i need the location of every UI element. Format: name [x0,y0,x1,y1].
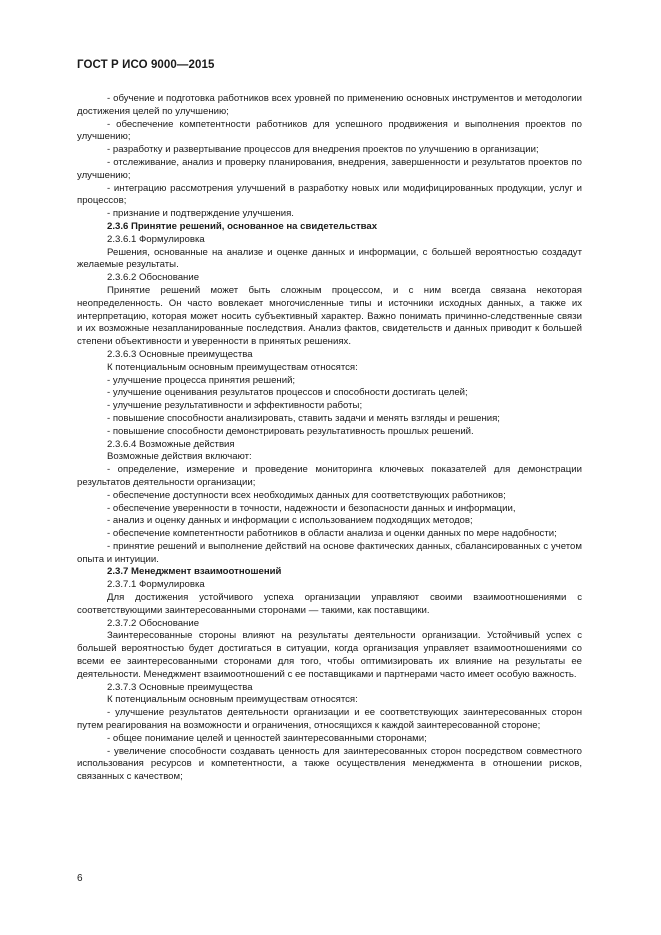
paragraph: 2.3.6.4 Возможные действия [107,438,235,450]
paragraph: 2.3.6.3 Основные преимущества [107,348,253,360]
paragraph: - обеспечение компетентности работников для успешного продвижения и выполнения проектов по улучшению; [77,118,582,143]
paragraph: - улучшение оценивания результатов процессов и способности достигать целей; [107,387,468,399]
paragraph: - повышение способности анализировать, ставить задачи и менять взгляды и решения; [107,412,500,424]
document-header: ГОСТ Р ИСО 9000—2015 [77,59,215,71]
paragraph: - интеграцию рассмотрения улучшений в разработку новых или модифицированных продукции, услуг и процессов; [77,182,582,207]
paragraph: 2.3.7.1 Формулировка [107,579,205,591]
paragraph: - отслеживание, анализ и проверку планирования, внедрения, завершенности и результатов проектов по улучшению; [77,156,582,181]
paragraph: - обеспечение компетентности работников в области анализа и оценки данных по мере надобности; [107,528,557,540]
paragraph: Принятие решений может быть сложным процессом, и с ним всегда связана некоторая неопределенность. Он часто вовлекает многочисленные типы и источники исходных данных, а также их интерпретацию, которая может носить субъективный характер. Важно понимать причинно-следственные связи и их возможные незапланированные последствия. Анализ фактов, свидетельств и данных приводит к большей степени объективности и уверенности в принятых решениях. [77,284,582,348]
paragraph: К потенциальным основным преимуществам относятся: [107,361,358,373]
page-number: 6 [77,873,83,884]
document-body [77,93,582,784]
paragraph: 2.3.6.2 Обоснование [107,272,200,284]
paragraph: - общее понимание целей и ценностей заинтересованными сторонами; [107,732,427,744]
paragraph: - обеспечение уверенности в точности, надежности и безопасности данных и информации, [107,502,516,514]
section-heading: 2.3.7 Менеджмент взаимоотношений [107,566,282,578]
paragraph: - повышение способности демонстрировать результативность прошлых решений. [107,425,474,437]
paragraph: - признание и подтверждение улучшения. [107,208,294,220]
paragraph: 2.3.7.3 Основные преимущества [107,681,253,693]
paragraph: Заинтересованные стороны влияют на результаты деятельности организации. Устойчивый успех с большей вероятностью будет достигаться в ситуации, когда организация управляет взаимоотношениями со всеми ее заинтересованными сторонами для того, чтобы оптимизировать их влияние на результаты ее деятельности. Менеджмент взаимоотношений с ее поставщиками и партнерами часто имеет особую важность. [77,630,582,680]
paragraph: - анализ и оценку данных и информации с использованием подходящих методов; [107,515,473,527]
paragraph: 2.3.7.2 Обоснование [107,617,200,629]
paragraph: - разработку и развертывание процессов для внедрения проектов по улучшению в организации; [107,144,539,156]
paragraph: 2.3.6.1 Формулировка [107,233,205,245]
paragraph: - определение, измерение и проведение мониторинга ключевых показателей для демонстрации результатов деятельности организации; [77,464,582,488]
paragraph: - улучшение результатов деятельности организации и ее соответствующих заинтересованных сторон путем реагирования на возможности и ограничения, относящихся к каждой заинтересованной стороне; [77,707,582,732]
paragraph: Возможные действия включают: [107,451,252,463]
paragraph: - увеличение способности создавать ценность для заинтересованных сторон посредством совместного использования ресурсов и компетентности, а также осуществления менеджмента в отношении рисков, связанных с качеством; [77,745,582,783]
paragraph: - улучшение процесса принятия решений; [107,374,296,386]
paragraph: К потенциальным основным преимуществам относятся: [107,694,358,706]
paragraph: - обеспечение доступности всех необходимых данных для соответствующих работников; [107,489,506,501]
paragraph: - обучение и подготовка работников всех уровней по применению основных инструментов и методологии достижения целей по улучшению; [77,93,582,117]
paragraph: - принятие решений и выполнение действий на основе фактических данных, сбалансированных с учетом опыта и интуиции. [77,540,582,565]
paragraph: Решения, основанные на анализе и оценке данных и информации, с большей вероятностью создадут желаемые результаты. [77,246,582,271]
paragraph: Для достижения устойчивого успеха организации управляют своими взаимоотношениями с соответствующими заинтересованными сторонами — такими, как поставщики. [77,592,582,616]
paragraph: - улучшение результативности и эффективности работы; [107,400,363,412]
section-heading: 2.3.6 Принятие решений, основанное на свидетельствах [107,220,378,232]
